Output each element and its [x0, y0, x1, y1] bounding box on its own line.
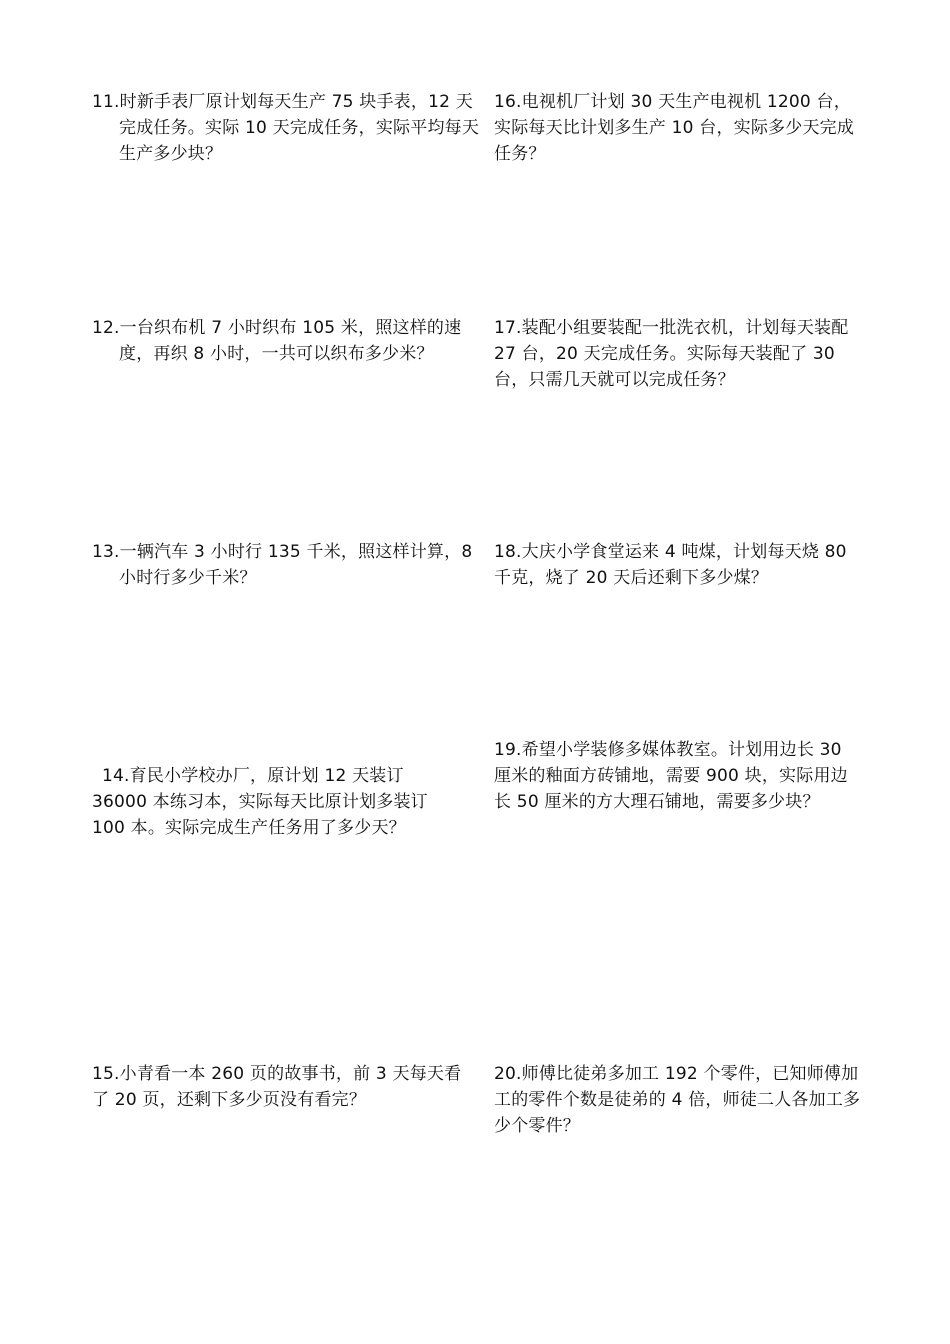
problem-18: 18.大庆小学食堂运来 4 吨煤，计划每天烧 80 千克，烧了 20 天后还剩下多少煤？ — [494, 542, 847, 588]
problem-15: 15.小青看一本 260 页的故事书，前 3 天每天看了 20 页，还剩下多少页没有看完？ — [92, 1064, 462, 1110]
problem-14: 14.育民小学校办厂，原计划 12 天装订 36000 本练习本，实际每天比原计划多装订 100 本。实际完成生产任务用了多少天？ — [92, 766, 428, 838]
problem-11: 11.时新手表厂原计划每天生产 75 块手表，12 天完成任务。实际 10 天完成任务，实际平均每天生产多少块？ — [92, 92, 480, 164]
problem-16: 16.电视机厂计划 30 天生产电视机 1200 台，实际每天比计划多生产 10 台，实际多少天完成任务？ — [494, 92, 855, 164]
problem-13: 13.一辆汽车 3 小时行 135 千米，照这样计算，8 小时行多少千米？ — [92, 542, 473, 588]
problem-19: 19.希望小学装修多媒体教室。计划用边长 30 厘米的釉面方砖铺地，需要 900 块，实际用边长 50 厘米的方大理石铺地，需要多少块？ — [494, 740, 848, 812]
problem-20: 20.师傅比徒弟多加工 192 个零件，已知师傅加工的零件个数是徒弟的 4 倍，师徒二人各加工多少个零件？ — [494, 1064, 861, 1136]
problem-12: 12.一台织布机 7 小时织布 105 米，照这样的速度，再织 8 小时，一共可以织布多少米？ — [92, 318, 462, 364]
problem-17: 17.装配小组要装配一批洗衣机，计划每天装配 27 台，20 天完成任务。实际每天装配了 30 台，只需几天就可以完成任务？ — [494, 318, 849, 390]
